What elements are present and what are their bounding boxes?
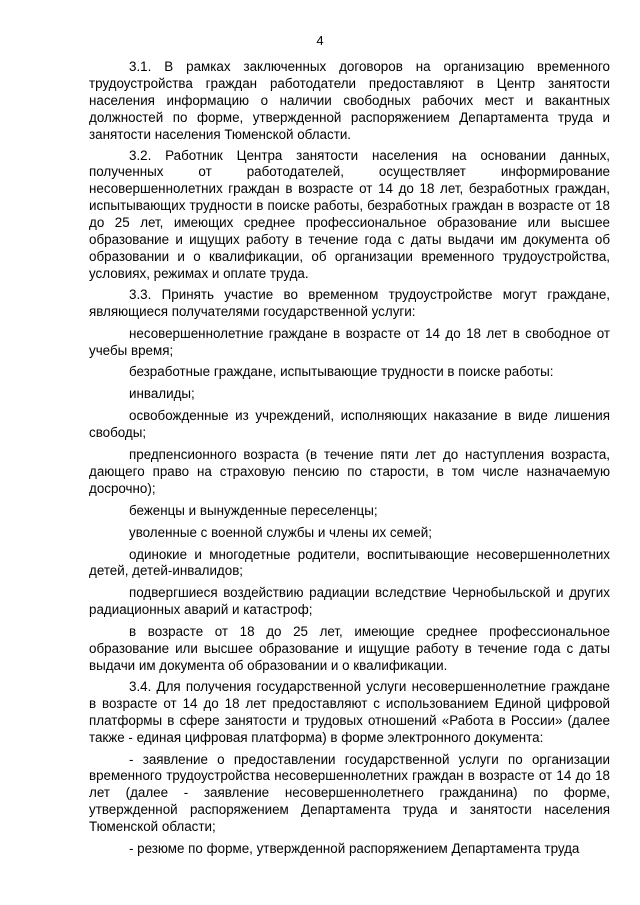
paragraph-3-3: 3.3. Принять участие во временном трудоустройстве могут граждане, являющиеся получателями государственной услуги: [89,286,610,319]
document-body [89,59,610,858]
list-item: одинокие и многодетные родители, воспитывающие несовершеннолетних детей, детей-инвалидов; [89,546,610,579]
list-item: - резюме по форме, утвержденной распоряжением Департамента труда [129,841,580,857]
page-number: 4 [316,33,324,48]
list-item: предпенсионного возраста (в течение пяти лет до наступления возраста, дающего право на страховую пенсию по старости, в том числе назначаемую досрочно); [89,447,610,496]
list-item: беженцы и вынужденные переселенцы; [129,502,378,518]
list-item: безработные граждане, испытывающие трудности в поиске работы: [129,364,554,380]
list-item: несовершеннолетние граждане в возрасте от 14 до 18 лет в свободное от учебы время; [89,325,610,358]
paragraph-3-2: 3.2. Работник Центра занятости населения на основании данных, полученных от работодателей, осуществляет информирование несовершеннолетних граждан в возрасте от 14 до 18 лет, безработных граждан, испытывающих трудности в поиске работы, безработных граждан в возрасте от 18 до 25 лет, имеющих среднее профессиональное образование или высшее образование и ищущих работу в течение года с даты выдачи им документа об образовании и о квалификации, об организации временного трудоустройства, условиях, режимах и оплате труда. [89,147,610,281]
list-item: инвалиды; [129,386,195,402]
paragraph-3-1: 3.1. В рамках заключенных договоров на организацию временного трудоустройства граждан работодатели предоставляют в Центр занятости населения информацию о наличии свободных рабочих мест и вакантных должностей по форме, утвержденной распоряжением Департамента труда и занятости населения Тюменской области. [89,59,610,142]
list-item: в возрасте от 18 до 25 лет, имеющие среднее профессиональное образование или высшее образование и ищущие работу в течение года с даты выдачи им документа об образовании и о квалификации. [89,624,610,673]
list-item: освобожденные из учреждений, исполняющих наказание в виде лишения свободы; [89,408,610,441]
list-item: - заявление о предоставлении государственной услуги по организации временного трудоустройства несовершеннолетних граждан в возрасте от 14 до 18 лет (далее - заявление несовершеннолетнего гражданина) по форме, утвержденной распоряжением Департамента труда и занятости населения Тюменской области; [89,751,610,835]
list-item: уволенные с военной службы и члены их семей; [129,524,432,540]
list-item: подвергшиеся воздействию радиации вследствие Чернобыльской и других радиационных аварий и катастроф; [89,585,610,618]
paragraph-3-4: 3.4. Для получения государственной услуги несовершеннолетние граждане в возрасте от 14 до 18 лет предоставляют с использованием Единой цифровой платформы в сфере занятости и трудовых отношений «Работа в России» (далее также - единая цифровая платформа) в форме электронного документа: [89,678,610,745]
